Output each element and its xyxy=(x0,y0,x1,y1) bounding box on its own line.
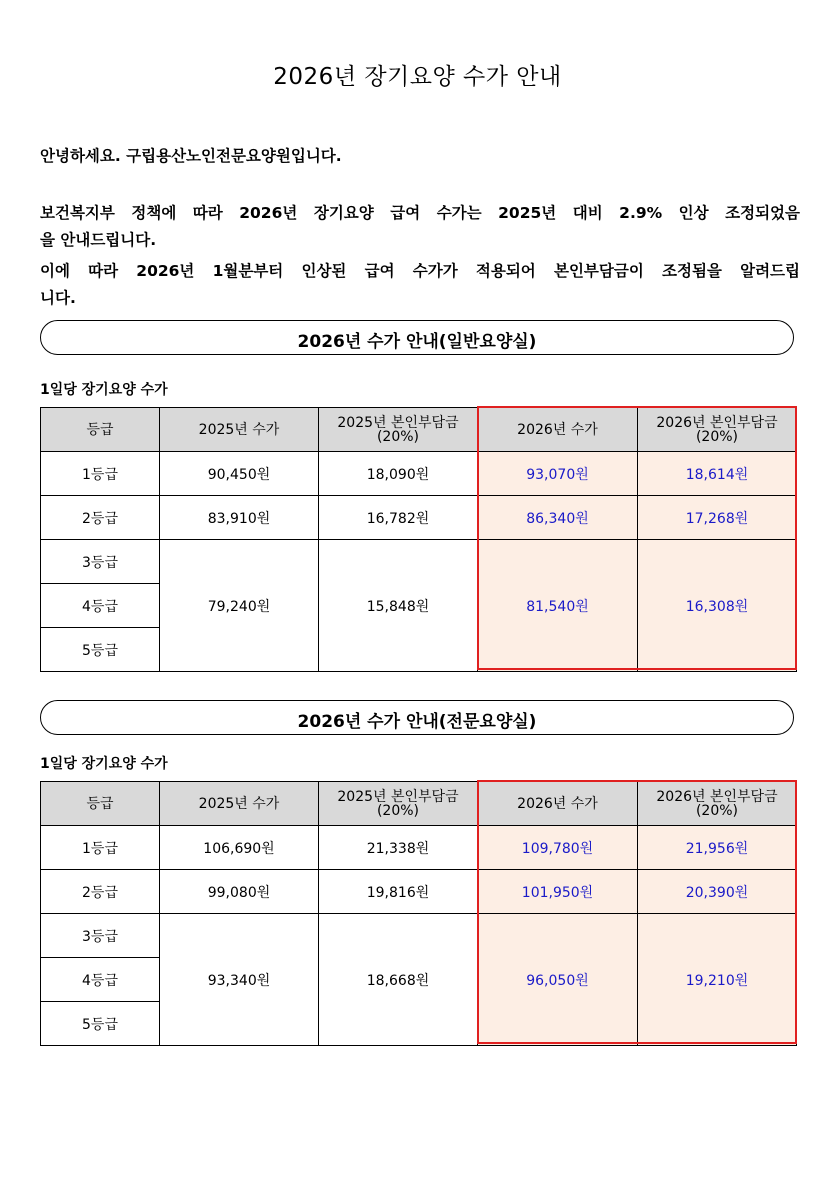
header-fee-2026: 2026년 수가 xyxy=(478,408,638,452)
copay-2025-cell: 15,848원 xyxy=(319,540,478,672)
header-copay-2025: 2025년 본인부담금 (20%) xyxy=(319,782,478,826)
copay-2026-cell: 16,308원 xyxy=(638,540,797,672)
fee-2026-cell: 86,340원 xyxy=(478,496,638,540)
section-banner-general xyxy=(40,320,794,355)
fee-2026-cell: 81,540원 xyxy=(478,540,638,672)
copay-2025-cell: 18,090원 xyxy=(319,452,478,496)
section-subhead: 1일당 장기요양 수가 xyxy=(40,756,168,772)
fee-2026-cell: 93,070원 xyxy=(478,452,638,496)
paragraph-line: 이에 따라 2026년 1월분부터 인상된 급여 수가가 적용되어 본인부담금이 조정됨을 알려드립 xyxy=(40,262,800,280)
fee-2025-cell: 106,690원 xyxy=(160,826,319,870)
fee-2025-cell: 79,240원 xyxy=(160,540,319,672)
copay-2026-cell: 18,614원 xyxy=(638,452,797,496)
grade-cell: 4등급 xyxy=(41,584,160,628)
paragraph-line: 보건복지부 정책에 따라 2026년 장기요양 급여 수가는 2025년 대비 2.9% 인상 조정되었음 xyxy=(40,204,800,222)
table-header-row xyxy=(41,408,797,452)
table-row xyxy=(41,496,797,540)
grade-cell: 1등급 xyxy=(41,826,160,870)
greeting-text xyxy=(40,143,800,170)
fee-2025-cell: 99,080원 xyxy=(160,870,319,914)
header-grade: 등급 xyxy=(41,782,160,826)
fee-table-special xyxy=(40,781,797,1046)
copay-2026-cell: 20,390원 xyxy=(638,870,797,914)
fee-2026-cell: 96,050원 xyxy=(478,914,638,1046)
copay-2025-cell: 16,782원 xyxy=(319,496,478,540)
header-copay-2026: 2026년 본인부담금 (20%) xyxy=(638,782,797,826)
header-fee-2025: 2025년 수가 xyxy=(160,408,319,452)
copay-2025-cell: 18,668원 xyxy=(319,914,478,1046)
fee-2026-cell: 101,950원 xyxy=(478,870,638,914)
table-row xyxy=(41,826,797,870)
copay-2025-cell: 21,338원 xyxy=(319,826,478,870)
table-row xyxy=(41,914,797,958)
header-fee-2025: 2025년 수가 xyxy=(160,782,319,826)
fee-2025-cell: 90,450원 xyxy=(160,452,319,496)
greeting-line: 안녕하세요. 구립용산노인전문요양원입니다. xyxy=(40,147,342,165)
copay-2026-cell: 17,268원 xyxy=(638,496,797,540)
notice-paragraph-2 xyxy=(40,258,800,312)
fee-2025-cell: 83,910원 xyxy=(160,496,319,540)
fee-2025-cell: 93,340원 xyxy=(160,914,319,1046)
table-row xyxy=(41,870,797,914)
header-copay-2026: 2026년 본인부담금 (20%) xyxy=(638,408,797,452)
grade-cell: 5등급 xyxy=(41,1002,160,1046)
fee-table-general xyxy=(40,407,797,672)
banner-title: 2026년 수가 안내(전문요양실) xyxy=(297,712,537,732)
copay-2025-cell: 19,816원 xyxy=(319,870,478,914)
grade-cell: 3등급 xyxy=(41,540,160,584)
table-row xyxy=(41,540,797,584)
table-header-row xyxy=(41,782,797,826)
page-title: 2026년 장기요양 수가 안내 xyxy=(273,64,562,90)
header-fee-2026: 2026년 수가 xyxy=(478,782,638,826)
paragraph-line: 을 안내드립니다. xyxy=(40,231,157,249)
grade-cell: 2등급 xyxy=(41,870,160,914)
section-subhead: 1일당 장기요양 수가 xyxy=(40,382,168,398)
header-copay-2025: 2025년 본인부담금 (20%) xyxy=(319,408,478,452)
copay-2026-cell: 19,210원 xyxy=(638,914,797,1046)
grade-cell: 2등급 xyxy=(41,496,160,540)
notice-paragraph-1 xyxy=(40,200,800,254)
copay-2026-cell: 21,956원 xyxy=(638,826,797,870)
paragraph-line: 니다. xyxy=(40,289,76,307)
grade-cell: 4등급 xyxy=(41,958,160,1002)
banner-title: 2026년 수가 안내(일반요양실) xyxy=(297,332,537,352)
grade-cell: 1등급 xyxy=(41,452,160,496)
section-banner-special xyxy=(40,700,794,735)
grade-cell: 5등급 xyxy=(41,628,160,672)
grade-cell: 3등급 xyxy=(41,914,160,958)
fee-2026-cell: 109,780원 xyxy=(478,826,638,870)
header-grade: 등급 xyxy=(41,408,160,452)
table-row xyxy=(41,452,797,496)
